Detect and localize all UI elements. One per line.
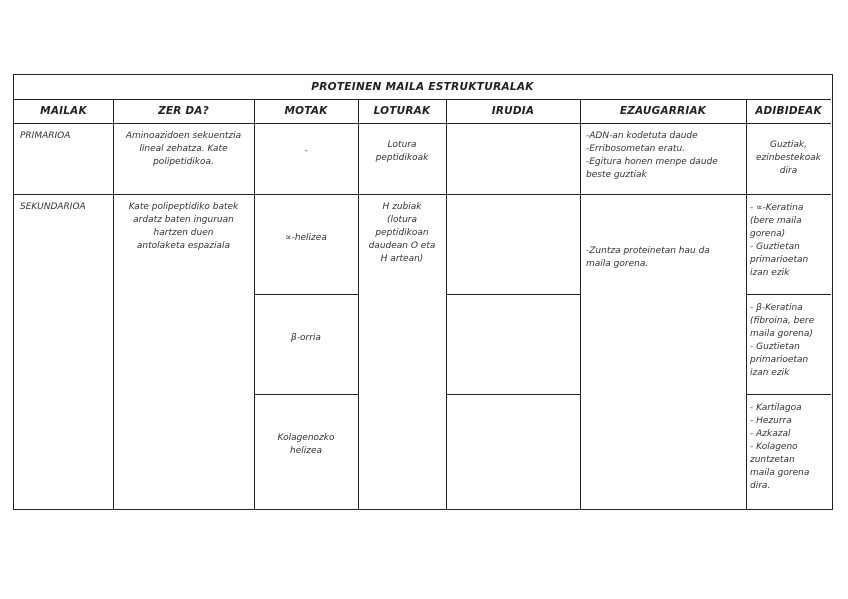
row-divider bbox=[446, 394, 580, 395]
row-divider bbox=[14, 194, 831, 195]
table-title: PROTEINEN MAILA ESTRUKTURALAK bbox=[311, 81, 534, 93]
type-collagen-helix: Kolagenozko helizea bbox=[277, 433, 335, 456]
row-divider bbox=[254, 394, 358, 395]
header-irudia: IRUDIA bbox=[491, 105, 535, 117]
primaria-types: - bbox=[304, 146, 308, 156]
col-divider bbox=[254, 99, 255, 509]
col-divider bbox=[746, 99, 747, 509]
sekundaria-bonds: H zubiak (lotura peptidikoan daudean O eta H artean) bbox=[368, 202, 436, 264]
row-divider bbox=[254, 294, 358, 295]
col-divider bbox=[580, 99, 581, 509]
header-mailak: MAILAK bbox=[40, 105, 87, 117]
sekundaria-features: -Zuntza proteinetan hau da maila gorena. bbox=[586, 246, 710, 269]
row-divider bbox=[14, 123, 831, 124]
col-divider bbox=[358, 99, 359, 509]
primaria-description: Aminoazidoen sekuentzia lineal zehatza. Kate polipetidikoa. bbox=[125, 131, 242, 167]
row-divider bbox=[746, 294, 831, 295]
primaria-features: -ADN-an kodetuta daude -Erribosometan eratu. -Egitura honen menpe daude beste guztiak bbox=[586, 131, 718, 180]
primaria-bonds: Lotura peptidikoak bbox=[375, 140, 429, 163]
row-divider bbox=[746, 394, 831, 395]
header-motak: MOTAK bbox=[284, 105, 328, 117]
examples-alpha: - ∝-Keratina (bere maila gorena) - Guztietan primarioetan izan ezik bbox=[750, 203, 809, 278]
sekundaria-description: Kate polipeptidiko batek ardatz baten inguruan hartzen duen antolaketa espaziala bbox=[128, 202, 239, 251]
examples-beta: - β-Keratina (fibroina, bere maila gorena) - Guztietan primarioetan izan ezik bbox=[750, 303, 815, 378]
level-sekundaria: SEKUNDARIOA bbox=[20, 202, 86, 212]
structure-table bbox=[13, 74, 833, 510]
header-zer-da: ZER DA? bbox=[158, 105, 209, 117]
examples-collagen: - Kartilagoa - Hezurra - Azkazal - Kolageno zuntzetan maila gorena dira. bbox=[750, 403, 810, 491]
header-loturak: LOTURAK bbox=[373, 105, 431, 117]
col-divider bbox=[113, 99, 114, 509]
header-adibideak: ADIBIDEAK bbox=[755, 105, 822, 117]
row-divider bbox=[446, 294, 580, 295]
type-beta-sheet: β-orria bbox=[291, 333, 321, 343]
level-primaria: PRIMARIOA bbox=[20, 131, 71, 141]
header-ezaugarriak: EZAUGARRIAK bbox=[619, 105, 707, 117]
col-divider bbox=[446, 99, 447, 509]
primaria-examples: Guztiak, ezinbestekoak dira bbox=[756, 140, 821, 176]
row-divider bbox=[14, 99, 831, 100]
type-alpha-helix: ∝-helizea bbox=[285, 233, 327, 243]
